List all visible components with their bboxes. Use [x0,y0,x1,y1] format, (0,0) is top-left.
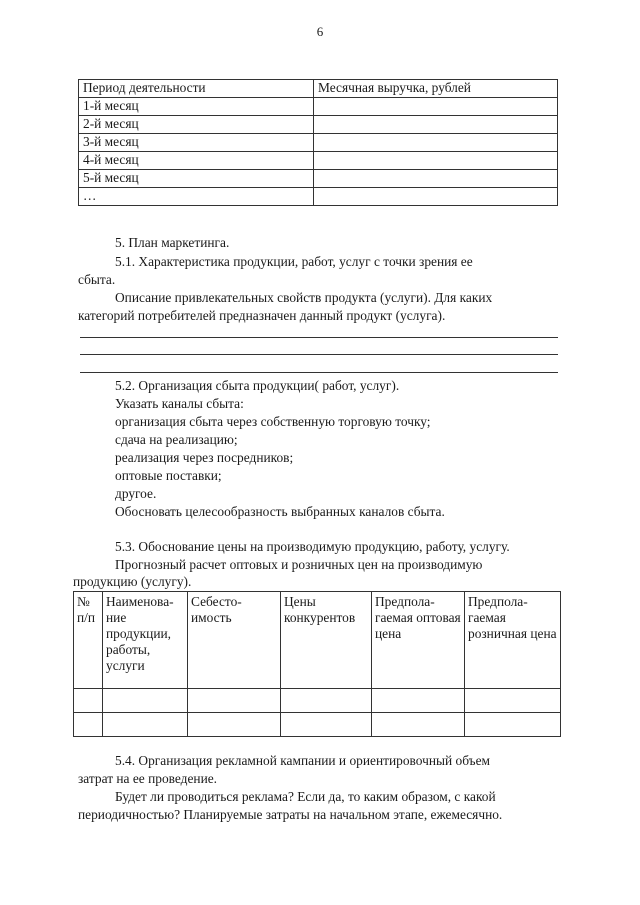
period-cell: … [79,188,314,206]
period-cell: 5-й месяц [79,170,314,188]
revenue-cell [314,98,558,116]
list-item: другое. [115,486,157,501]
description-text: Описание привлекательных свойств продукта (услуги). Для каких [115,290,493,305]
list-item: сдача на реализацию; [115,432,238,447]
table-row [79,188,558,206]
table-cell [103,713,188,737]
header-number: № п/п [74,592,103,689]
section-heading: 5. План маркетинга. [115,235,230,250]
advertising-question-cont: периодичностью? Планируемые затраты на начальном этапе, ежемесячно. [78,807,503,822]
subsection-5-1-cont: сбыта. [78,272,116,287]
table-header-row [79,80,558,98]
table-row [74,689,561,713]
answer-line [80,354,558,355]
header-period: Период деятельности [79,80,314,98]
subsection-5-3-text: Прогнозный расчет оптовых и розничных цен на производимую [115,557,483,572]
answer-line [80,372,558,373]
list-item: реализация через посредников; [115,450,294,465]
table-cell [74,689,103,713]
revenue-cell [314,170,558,188]
header-name: Наименова-ние продукции, работы, услуги [103,592,188,689]
subsection-5-4-cont: затрат на ее проведение. [78,771,218,786]
table-cell [103,689,188,713]
table-cell [372,713,465,737]
advertising-question: Будет ли проводиться реклама? Если да, то каким образом, с какой [115,789,496,804]
table-row [79,116,558,134]
table-row [79,134,558,152]
table-header-row [74,592,561,689]
subsection-5-3: 5.3. Обоснование цены на производимую продукцию, работу, услугу. [115,539,510,554]
table-row [79,98,558,116]
table-row [79,152,558,170]
list-item: Обосновать целесообразность выбранных каналов сбыта. [115,504,445,519]
table-cell [188,713,281,737]
revenue-cell [314,152,558,170]
list-item: оптовые поставки; [115,468,222,483]
table-cell [281,689,372,713]
period-cell: 2-й месяц [79,116,314,134]
period-cell: 3-й месяц [79,134,314,152]
list-item: Указать каналы сбыта: [115,396,244,411]
subsection-5-1: 5.1. Характеристика продукции, работ, услуг с точки зрения ее [115,254,473,269]
revenue-table [78,79,558,206]
answer-line [80,337,558,338]
revenue-cell [314,116,558,134]
header-cost: Себесто-имость [188,592,281,689]
revenue-cell [314,134,558,152]
table-cell [74,713,103,737]
revenue-cell [314,188,558,206]
header-revenue: Месячная выручка, рублей [314,80,558,98]
subsection-5-3-text-cont: продукцию (услугу). [73,574,192,589]
table-cell [372,689,465,713]
price-table [73,591,561,737]
header-retail-price: Предпола-гаемая розничная цена [465,592,561,689]
table-row [74,713,561,737]
table-row [79,170,558,188]
period-cell: 4-й месяц [79,152,314,170]
subsection-5-4: 5.4. Организация рекламной кампании и ориентировочный объем [115,753,491,768]
page-number: 6 [316,24,324,39]
table-cell [188,689,281,713]
header-wholesale-price: Предпола-гаемая оптовая цена [372,592,465,689]
table-cell [465,713,561,737]
table-cell [281,713,372,737]
table-cell [465,689,561,713]
header-competitor-prices: Цены конкурентов [281,592,372,689]
description-text-cont: категорий потребителей предназначен данный продукт (услуга). [78,308,446,323]
period-cell: 1-й месяц [79,98,314,116]
list-item: организация сбыта через собственную торговую точку; [115,414,431,429]
subsection-5-2: 5.2. Организация сбыта продукции( работ, услуг). [115,378,400,393]
